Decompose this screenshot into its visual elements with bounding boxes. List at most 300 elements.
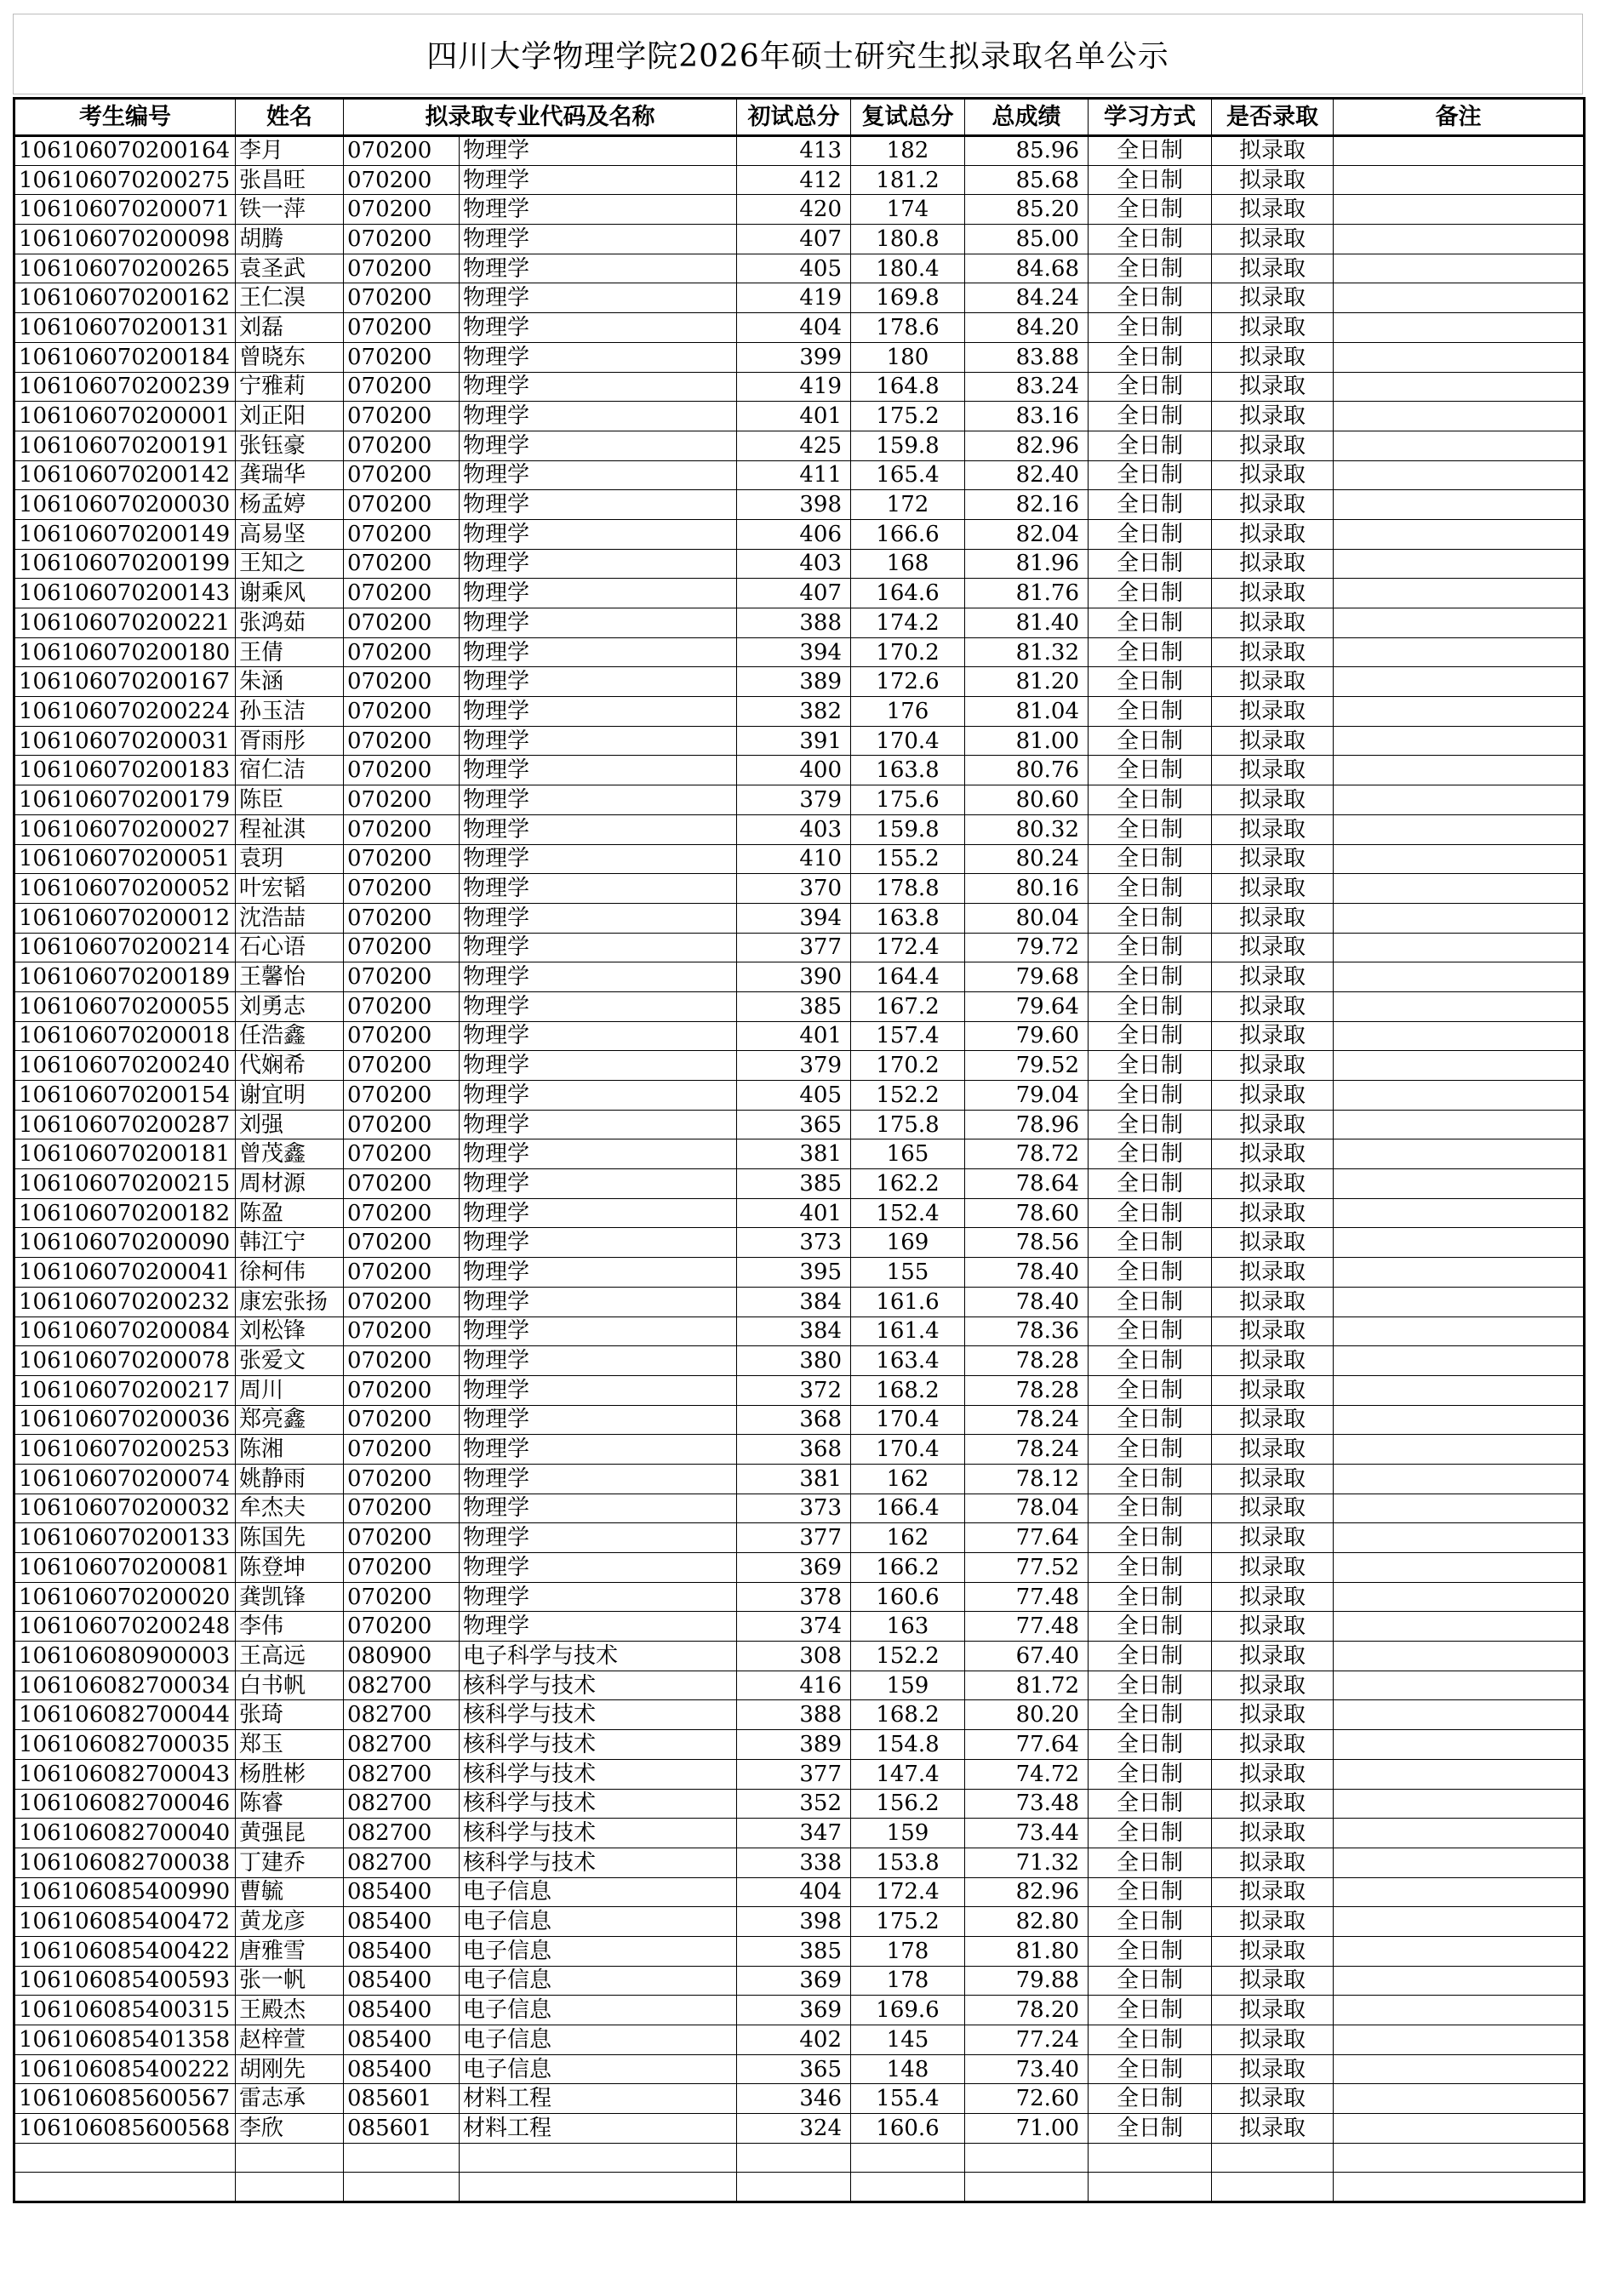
major-name-cell: 物理学 (460, 1228, 737, 1258)
name-cell: 李欣 (236, 2114, 344, 2144)
initial-score-cell: 388 (737, 1700, 851, 1730)
total-score-cell: 82.40 (965, 460, 1089, 490)
remarks-cell (1334, 814, 1585, 844)
study-mode-cell: 全日制 (1089, 637, 1212, 667)
retest-score-cell: 164.8 (851, 372, 965, 402)
empty-cell (460, 2143, 737, 2173)
retest-score-cell: 174 (851, 195, 965, 225)
name-cell: 张鸿茹 (236, 608, 344, 638)
admitted-cell: 拟录取 (1212, 1671, 1334, 1700)
table-row (14, 1936, 1585, 1966)
page-title: 四川大学物理学院2026年硕士研究生拟录取名单公示 (13, 14, 1583, 94)
total-score-cell: 81.72 (965, 1671, 1089, 1700)
initial-score-cell: 380 (737, 1346, 851, 1376)
empty-cell (460, 2173, 737, 2202)
initial-score-cell: 401 (737, 402, 851, 431)
total-score-cell: 78.24 (965, 1435, 1089, 1465)
major-code-cell: 070200 (344, 490, 460, 520)
initial-score-cell: 420 (737, 195, 851, 225)
remarks-cell (1334, 254, 1585, 283)
total-score-cell: 77.64 (965, 1730, 1089, 1760)
major-code-cell: 070200 (344, 726, 460, 756)
table-row (14, 549, 1585, 579)
major-code-cell: 070200 (344, 756, 460, 785)
total-score-cell: 81.80 (965, 1936, 1089, 1966)
retest-score-cell: 155 (851, 1258, 965, 1288)
admitted-cell: 拟录取 (1212, 991, 1334, 1021)
major-name-cell: 物理学 (460, 991, 737, 1021)
exam-id-cell: 106106070200018 (14, 1021, 236, 1051)
initial-score-cell: 399 (737, 342, 851, 372)
empty-row (14, 2173, 1585, 2202)
major-code-cell: 070200 (344, 1258, 460, 1288)
admitted-cell: 拟录取 (1212, 637, 1334, 667)
name-cell: 杨胜彬 (236, 1759, 344, 1789)
remarks-cell (1334, 1287, 1585, 1316)
retest-score-cell: 164.4 (851, 962, 965, 992)
table-row (14, 903, 1585, 933)
total-score-cell: 79.60 (965, 1021, 1089, 1051)
study-mode-cell: 全日制 (1089, 490, 1212, 520)
major-name-cell: 物理学 (460, 1405, 737, 1435)
study-mode-cell: 全日制 (1089, 1021, 1212, 1051)
total-score-cell: 71.00 (965, 2114, 1089, 2144)
table-row (14, 1346, 1585, 1376)
initial-score-cell: 416 (737, 1671, 851, 1700)
initial-score-cell: 405 (737, 1081, 851, 1111)
major-code-cell: 082700 (344, 1819, 460, 1848)
total-score-cell: 82.80 (965, 1907, 1089, 1937)
study-mode-cell: 全日制 (1089, 1287, 1212, 1316)
table-row (14, 844, 1585, 874)
table-row (14, 637, 1585, 667)
name-cell: 袁玥 (236, 844, 344, 874)
total-score-cell: 77.48 (965, 1582, 1089, 1612)
table-row (14, 195, 1585, 225)
exam-id-cell: 106106085600568 (14, 2114, 236, 2144)
exam-id-cell: 106106070200239 (14, 372, 236, 402)
initial-score-cell: 365 (737, 1110, 851, 1139)
total-score-cell: 81.00 (965, 726, 1089, 756)
retest-score-cell: 162 (851, 1464, 965, 1494)
major-name-cell: 物理学 (460, 667, 737, 697)
retest-score-cell: 164.6 (851, 579, 965, 608)
study-mode-cell: 全日制 (1089, 1110, 1212, 1139)
study-mode-cell: 全日制 (1089, 844, 1212, 874)
initial-score-cell: 395 (737, 1258, 851, 1288)
initial-score-cell: 368 (737, 1435, 851, 1465)
remarks-cell (1334, 431, 1585, 460)
table-body (14, 136, 1585, 2202)
exam-id-cell: 106106070200217 (14, 1375, 236, 1405)
name-cell: 雷志承 (236, 2084, 344, 2114)
major-name-cell: 电子信息 (460, 2054, 737, 2084)
total-score-cell: 80.16 (965, 874, 1089, 904)
major-code-cell: 070200 (344, 195, 460, 225)
initial-score-cell: 365 (737, 2054, 851, 2084)
table-row (14, 991, 1585, 1021)
remarks-cell (1334, 1582, 1585, 1612)
admitted-cell: 拟录取 (1212, 490, 1334, 520)
total-score-cell: 78.04 (965, 1494, 1089, 1523)
major-code-cell: 070200 (344, 844, 460, 874)
exam-id-cell: 106106070200184 (14, 342, 236, 372)
remarks-cell (1334, 1671, 1585, 1700)
major-code-cell: 070200 (344, 313, 460, 343)
remarks-cell (1334, 1464, 1585, 1494)
retest-score-cell: 145 (851, 2025, 965, 2055)
table-row (14, 962, 1585, 992)
col-header-name: 姓名 (236, 99, 344, 136)
exam-id-cell: 106106070200224 (14, 697, 236, 727)
major-code-cell: 070200 (344, 1316, 460, 1346)
exam-id-cell: 106106070200036 (14, 1405, 236, 1435)
admitted-cell: 拟录取 (1212, 1110, 1334, 1139)
major-code-cell: 082700 (344, 1848, 460, 1877)
exam-id-cell: 106106082700038 (14, 1848, 236, 1877)
total-score-cell: 80.24 (965, 844, 1089, 874)
exam-id-cell: 106106070200001 (14, 402, 236, 431)
major-name-cell: 核科学与技术 (460, 1671, 737, 1700)
study-mode-cell: 全日制 (1089, 1642, 1212, 1671)
remarks-cell (1334, 637, 1585, 667)
table-row (14, 1907, 1585, 1937)
exam-id-cell: 106106070200052 (14, 874, 236, 904)
admitted-cell: 拟录取 (1212, 1700, 1334, 1730)
initial-score-cell: 373 (737, 1494, 851, 1523)
empty-cell (965, 2143, 1089, 2173)
initial-score-cell: 407 (737, 225, 851, 254)
table-row (14, 2114, 1585, 2144)
major-name-cell: 物理学 (460, 431, 737, 460)
major-code-cell: 070200 (344, 372, 460, 402)
major-code-cell: 085601 (344, 2084, 460, 2114)
table-row (14, 1819, 1585, 1848)
remarks-cell (1334, 1523, 1585, 1553)
empty-cell (851, 2173, 965, 2202)
retest-score-cell: 175.2 (851, 402, 965, 431)
remarks-cell (1334, 1110, 1585, 1139)
empty-cell (236, 2173, 344, 2202)
initial-score-cell: 372 (737, 1375, 851, 1405)
initial-score-cell: 403 (737, 814, 851, 844)
exam-id-cell: 106106070200240 (14, 1051, 236, 1081)
name-cell: 叶宏韬 (236, 874, 344, 904)
major-name-cell: 物理学 (460, 844, 737, 874)
initial-score-cell: 406 (737, 519, 851, 549)
name-cell: 刘勇志 (236, 991, 344, 1021)
admitted-cell: 拟录取 (1212, 1169, 1334, 1199)
retest-score-cell: 166.2 (851, 1553, 965, 1583)
empty-cell (737, 2173, 851, 2202)
admitted-cell: 拟录取 (1212, 2084, 1334, 2114)
major-name-cell: 物理学 (460, 756, 737, 785)
initial-score-cell: 377 (737, 1759, 851, 1789)
study-mode-cell: 全日制 (1089, 1936, 1212, 1966)
exam-id-cell: 106106070200180 (14, 637, 236, 667)
exam-id-cell: 106106070200131 (14, 313, 236, 343)
initial-score-cell: 385 (737, 1169, 851, 1199)
table-row (14, 1494, 1585, 1523)
remarks-cell (1334, 1494, 1585, 1523)
initial-score-cell: 389 (737, 667, 851, 697)
study-mode-cell: 全日制 (1089, 1582, 1212, 1612)
major-code-cell: 070200 (344, 1021, 460, 1051)
name-cell: 王高远 (236, 1642, 344, 1671)
total-score-cell: 78.40 (965, 1287, 1089, 1316)
study-mode-cell: 全日制 (1089, 1169, 1212, 1199)
total-score-cell: 80.04 (965, 903, 1089, 933)
exam-id-cell: 106106070200199 (14, 549, 236, 579)
total-score-cell: 78.60 (965, 1198, 1089, 1228)
table-row (14, 402, 1585, 431)
admitted-cell: 拟录取 (1212, 1966, 1334, 1996)
major-code-cell: 070200 (344, 1612, 460, 1642)
table-row (14, 1375, 1585, 1405)
study-mode-cell: 全日制 (1089, 1907, 1212, 1937)
major-code-cell: 070200 (344, 1375, 460, 1405)
admitted-cell: 拟录取 (1212, 1553, 1334, 1583)
name-cell: 龚瑞华 (236, 460, 344, 490)
initial-score-cell: 308 (737, 1642, 851, 1671)
total-score-cell: 78.40 (965, 1258, 1089, 1288)
exam-id-cell: 106106085400593 (14, 1966, 236, 1996)
admitted-cell: 拟录取 (1212, 667, 1334, 697)
admitted-cell: 拟录取 (1212, 1877, 1334, 1907)
study-mode-cell: 全日制 (1089, 874, 1212, 904)
table-row (14, 1759, 1585, 1789)
study-mode-cell: 全日制 (1089, 933, 1212, 962)
name-cell: 白书帆 (236, 1671, 344, 1700)
major-name-cell: 物理学 (460, 402, 737, 431)
retest-score-cell: 182 (851, 136, 965, 166)
table-row (14, 608, 1585, 638)
major-code-cell: 070200 (344, 1287, 460, 1316)
study-mode-cell: 全日制 (1089, 1848, 1212, 1877)
admitted-cell: 拟录取 (1212, 225, 1334, 254)
empty-cell (965, 2173, 1089, 2202)
study-mode-cell: 全日制 (1089, 431, 1212, 460)
initial-score-cell: 384 (737, 1287, 851, 1316)
name-cell: 张琦 (236, 1700, 344, 1730)
admitted-cell: 拟录取 (1212, 903, 1334, 933)
admitted-cell: 拟录取 (1212, 962, 1334, 992)
major-code-cell: 070200 (344, 637, 460, 667)
admitted-cell: 拟录取 (1212, 1819, 1334, 1848)
table-row (14, 1287, 1585, 1316)
table-row (14, 933, 1585, 962)
major-name-cell: 物理学 (460, 1258, 737, 1288)
remarks-cell (1334, 165, 1585, 195)
total-score-cell: 81.40 (965, 608, 1089, 638)
total-score-cell: 78.12 (965, 1464, 1089, 1494)
table-row (14, 1258, 1585, 1288)
initial-score-cell: 378 (737, 1582, 851, 1612)
col-header-remarks: 备注 (1334, 99, 1585, 136)
major-name-cell: 物理学 (460, 1051, 737, 1081)
admitted-cell: 拟录取 (1212, 756, 1334, 785)
col-header-initial-score: 初试总分 (737, 99, 851, 136)
major-name-cell: 物理学 (460, 254, 737, 283)
major-name-cell: 物理学 (460, 490, 737, 520)
remarks-cell (1334, 933, 1585, 962)
initial-score-cell: 419 (737, 283, 851, 313)
table-header-row (14, 99, 1585, 136)
major-name-cell: 物理学 (460, 1523, 737, 1553)
retest-score-cell: 154.8 (851, 1730, 965, 1760)
name-cell: 沈浩喆 (236, 903, 344, 933)
exam-id-cell: 106106070200012 (14, 903, 236, 933)
major-code-cell: 082700 (344, 1700, 460, 1730)
major-name-cell: 物理学 (460, 1316, 737, 1346)
name-cell: 韩江宁 (236, 1228, 344, 1258)
major-code-cell: 070200 (344, 1081, 460, 1111)
major-code-cell: 070200 (344, 579, 460, 608)
retest-score-cell: 180.8 (851, 225, 965, 254)
total-score-cell: 80.76 (965, 756, 1089, 785)
initial-score-cell: 385 (737, 991, 851, 1021)
total-score-cell: 81.04 (965, 697, 1089, 727)
name-cell: 曾晓东 (236, 342, 344, 372)
admitted-cell: 拟录取 (1212, 313, 1334, 343)
remarks-cell (1334, 283, 1585, 313)
remarks-cell (1334, 903, 1585, 933)
initial-score-cell: 402 (737, 2025, 851, 2055)
total-score-cell: 80.20 (965, 1700, 1089, 1730)
table-row (14, 756, 1585, 785)
exam-id-cell: 106106070200098 (14, 225, 236, 254)
study-mode-cell: 全日制 (1089, 283, 1212, 313)
remarks-cell (1334, 225, 1585, 254)
retest-score-cell: 168.2 (851, 1375, 965, 1405)
total-score-cell: 82.16 (965, 490, 1089, 520)
remarks-cell (1334, 1258, 1585, 1288)
major-code-cell: 070200 (344, 1435, 460, 1465)
remarks-cell (1334, 136, 1585, 166)
exam-id-cell: 106106085400990 (14, 1877, 236, 1907)
major-code-cell: 070200 (344, 1464, 460, 1494)
admitted-cell: 拟录取 (1212, 402, 1334, 431)
major-name-cell: 核科学与技术 (460, 1848, 737, 1877)
table-row (14, 1139, 1585, 1169)
remarks-cell (1334, 519, 1585, 549)
exam-id-cell: 106106070200164 (14, 136, 236, 166)
exam-id-cell: 106106070200032 (14, 1494, 236, 1523)
major-code-cell: 085400 (344, 2054, 460, 2084)
table-row (14, 579, 1585, 608)
exam-id-cell: 106106070200133 (14, 1523, 236, 1553)
initial-score-cell: 407 (737, 579, 851, 608)
total-score-cell: 81.96 (965, 549, 1089, 579)
name-cell: 陈国先 (236, 1523, 344, 1553)
retest-score-cell: 168 (851, 549, 965, 579)
name-cell: 铁一萍 (236, 195, 344, 225)
table-row (14, 1021, 1585, 1051)
exam-id-cell: 106106070200287 (14, 1110, 236, 1139)
admitted-cell: 拟录取 (1212, 1523, 1334, 1553)
study-mode-cell: 全日制 (1089, 667, 1212, 697)
total-score-cell: 80.32 (965, 814, 1089, 844)
admitted-cell: 拟录取 (1212, 1198, 1334, 1228)
major-code-cell: 070200 (344, 785, 460, 815)
col-header-total-score: 总成绩 (965, 99, 1089, 136)
admitted-cell: 拟录取 (1212, 1759, 1334, 1789)
total-score-cell: 72.60 (965, 2084, 1089, 2114)
empty-cell (1212, 2143, 1334, 2173)
retest-score-cell: 172 (851, 490, 965, 520)
study-mode-cell: 全日制 (1089, 962, 1212, 992)
name-cell: 李月 (236, 136, 344, 166)
exam-id-cell: 106106070200055 (14, 991, 236, 1021)
empty-cell (1089, 2173, 1212, 2202)
major-code-cell: 085400 (344, 1936, 460, 1966)
admitted-cell: 拟录取 (1212, 1316, 1334, 1346)
initial-score-cell: 381 (737, 1139, 851, 1169)
major-code-cell: 070200 (344, 814, 460, 844)
major-name-cell: 物理学 (460, 519, 737, 549)
major-name-cell: 物理学 (460, 372, 737, 402)
exam-id-cell: 106106070200084 (14, 1316, 236, 1346)
exam-id-cell: 106106070200248 (14, 1612, 236, 1642)
retest-score-cell: 170.2 (851, 637, 965, 667)
retest-score-cell: 172.4 (851, 933, 965, 962)
admitted-cell: 拟录取 (1212, 1287, 1334, 1316)
table-row (14, 1671, 1585, 1700)
admitted-cell: 拟录取 (1212, 2114, 1334, 2144)
major-name-cell: 物理学 (460, 1494, 737, 1523)
study-mode-cell: 全日制 (1089, 756, 1212, 785)
initial-score-cell: 373 (737, 1228, 851, 1258)
retest-score-cell: 166.6 (851, 519, 965, 549)
remarks-cell (1334, 962, 1585, 992)
study-mode-cell: 全日制 (1089, 1258, 1212, 1288)
major-name-cell: 核科学与技术 (460, 1759, 737, 1789)
retest-score-cell: 169.6 (851, 1996, 965, 2025)
total-score-cell: 71.32 (965, 1848, 1089, 1877)
table-row (14, 136, 1585, 166)
retest-score-cell: 178 (851, 1936, 965, 1966)
admitted-cell: 拟录取 (1212, 431, 1334, 460)
retest-score-cell: 147.4 (851, 1759, 965, 1789)
major-code-cell: 080900 (344, 1642, 460, 1671)
major-name-cell: 电子信息 (460, 1966, 737, 1996)
admitted-cell: 拟录取 (1212, 1258, 1334, 1288)
initial-score-cell: 379 (737, 785, 851, 815)
retest-score-cell: 175.8 (851, 1110, 965, 1139)
remarks-cell (1334, 1966, 1585, 1996)
major-name-cell: 物理学 (460, 1081, 737, 1111)
study-mode-cell: 全日制 (1089, 1316, 1212, 1346)
remarks-cell (1334, 490, 1585, 520)
major-code-cell: 085400 (344, 1966, 460, 1996)
name-cell: 石心语 (236, 933, 344, 962)
total-score-cell: 78.28 (965, 1375, 1089, 1405)
retest-score-cell: 162 (851, 1523, 965, 1553)
admitted-cell: 拟录取 (1212, 1642, 1334, 1671)
table-row (14, 1464, 1585, 1494)
name-cell: 王仁淏 (236, 283, 344, 313)
admitted-cell: 拟录取 (1212, 165, 1334, 195)
retest-score-cell: 175.2 (851, 1907, 965, 1937)
exam-id-cell: 106106070200074 (14, 1464, 236, 1494)
total-score-cell: 85.00 (965, 225, 1089, 254)
table-row (14, 726, 1585, 756)
name-cell: 陈登坤 (236, 1553, 344, 1583)
retest-score-cell: 166.4 (851, 1494, 965, 1523)
admitted-cell: 拟录取 (1212, 608, 1334, 638)
table-row (14, 313, 1585, 343)
retest-score-cell: 169.8 (851, 283, 965, 313)
